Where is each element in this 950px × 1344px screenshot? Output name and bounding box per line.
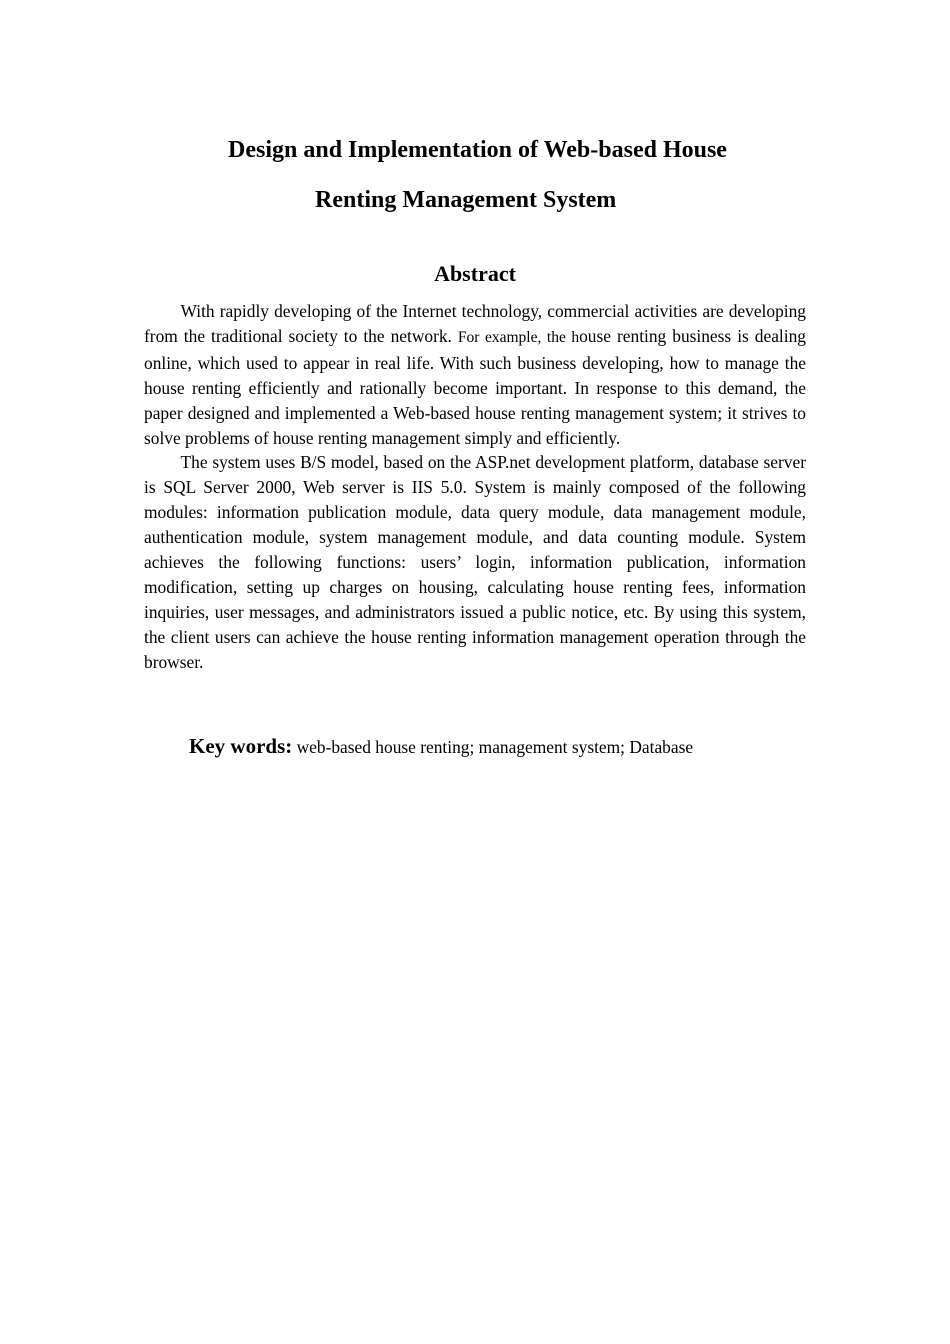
abstract-body bbox=[144, 299, 806, 675]
paper-title-line-2: Renting Management System bbox=[315, 187, 617, 213]
abstract-paragraph-1-small-text: For example, the h bbox=[457, 328, 580, 346]
abstract-paragraph-1-part-3: ouse renting business is dealing online, which used to appear in real life. With such business developing, how to manage the house renting efficiently and rationally become important. In response to this demand, the paper designed and implemented a Web-based house renting management system; it strives to solve problems of house renting management simply and efficiently. bbox=[144, 325, 806, 448]
abstract-paragraph-2: The system uses B/S model, based on the ASP.net development platform, database server is SQL Server 2000, Web server is IIS 5.0. System is mainly composed of the following modules: information publication module, data query module, data management module, authentication module, system management module, and data counting module. System achieves the following functions: users’ login, information publication, information modification, setting up charges on housing, calculating house renting fees, information inquiries, user messages, and administrators issued a public notice, etc. By using this system, the client users can achieve the house renting information management operation through the browser. bbox=[144, 452, 806, 672]
paper-title-line-1: Design and Implementation of Web-based House bbox=[228, 137, 727, 163]
abstract-paragraph-1-part-1: With rapidly developing of the Internet technology, commercial activities are developing from the traditional society to the network. bbox=[144, 301, 806, 346]
keywords-text: web-based house renting; management system; Database bbox=[292, 737, 694, 757]
keywords bbox=[189, 733, 693, 760]
abstract-heading: Abstract bbox=[434, 261, 516, 286]
keywords-label: Key words: bbox=[189, 734, 293, 758]
abstract-paragraph-1 bbox=[144, 299, 806, 450]
